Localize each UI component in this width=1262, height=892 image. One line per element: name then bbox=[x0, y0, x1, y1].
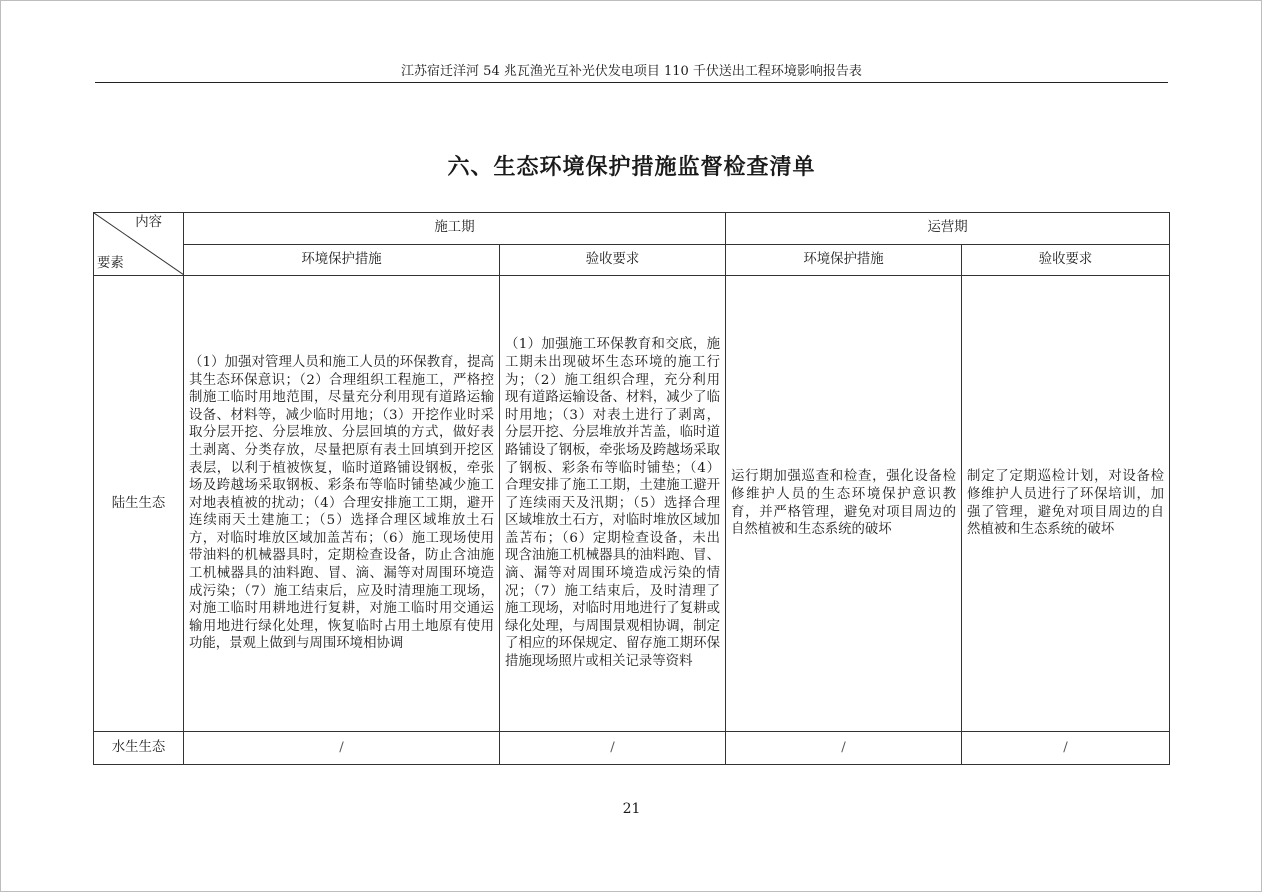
cell-operation-measures bbox=[726, 276, 962, 732]
operation-acceptance-text: 制定了定期巡检计划，对设备检修维护人员进行了环保培训，加强了管理，避免对项目周边的自然植被和生态系统的破坏 bbox=[967, 469, 1165, 538]
header-construction-acceptance: 验收要求 bbox=[500, 244, 726, 276]
construction-acceptance-text: （1）加强施工环保教育和交底，施工期未出现破坏生态环境的施工行为；（2）施工组织合理，充分利用现有道路运输设备、材料，减少了临时用地；（3）对表土进行了剥离，分层开挖、分层堆放并苫盖，临时道路铺设了钢板，牵张场及跨越场采取了钢板、彩条布等临时铺垫；（4）合理安排了施工工期，土建施工避开了连续雨天及汛期；（5）选择合理区域堆放土石方，对临时堆放区域加盖苫布；（6）定期检查设备，未出现含油施工机械器具的油料跑、冒、滴、漏等对周围环境造成污染的情况；（7）施工结束后，及时清理了施工现场，对临时用地进行了复耕或绿化处理，与周围景观相协调，制定了相应的环保规定、留存施工期环保措施现场照片或相关记录等资料 bbox=[505, 337, 721, 670]
cell-aquatic-operation-acceptance: / bbox=[962, 732, 1170, 765]
corner-label-element: 要素 bbox=[97, 256, 124, 272]
corner-label-content: 内容 bbox=[135, 215, 162, 230]
construction-measures-text: （1）加强对管理人员和施工人员的环保教育，提高其生态环保意识；（2）合理组织工程施工，严格控制施工临时用地范围，尽量充分利用现有道路运输设备、材料等，减少临时用地；（3）开挖作业时采取分层开挖、分层堆放、分层回填的方式，做好表土剥离、分类存放，尽量把原有表土回填到开挖区表层，以利于植被恢复，临时道路铺设钢板，牵张场及跨越场采取钢板、彩条布等临时铺垫减少施工对地表植被的扰动；（4）合理安排施工工期，避开连续雨天土建施工；（5）选择合理区域堆放土石方，对临时堆放区域加盖苫布；（6）施工现场使用带油料的机械器具时，定期检查设备，防止含油施工机械器具的油料跑、冒、滴、漏等对周围环境造成污染；（7）施工结束后，应及时清理施工现场，对施工临时用耕地进行复耕，对施工临时用交通运输用地进行绿化处理，恢复临时占用土地原有使用功能，景观上做到与周围环境相协调 bbox=[189, 354, 494, 652]
cell-construction-measures bbox=[184, 276, 500, 732]
row-label-aquatic-ecology: 水生生态 bbox=[94, 732, 184, 765]
table-row bbox=[94, 732, 1170, 765]
header-operation-phase: 运营期 bbox=[726, 213, 1170, 245]
running-header: 江苏宿迁洋河 54 兆瓦渔光互补光伏发电项目 110 千伏送出工程环境影响报告表 bbox=[401, 64, 862, 79]
page-number: 21 bbox=[622, 801, 641, 817]
header-operation-acceptance: 验收要求 bbox=[962, 244, 1170, 276]
ecological-checklist-table bbox=[93, 212, 1170, 765]
header-construction-phase: 施工期 bbox=[184, 213, 726, 245]
document-title: 六、生态环境保护措施监督检查清单 bbox=[447, 155, 816, 180]
header-construction-measures: 环境保护措施 bbox=[184, 244, 500, 276]
table-header-row-phases bbox=[94, 213, 1170, 245]
cell-aquatic-operation-measures: / bbox=[726, 732, 962, 765]
header-rule bbox=[95, 82, 1168, 83]
cell-construction-acceptance bbox=[500, 276, 726, 732]
row-label-terrestrial-ecology: 陆生生态 bbox=[94, 276, 184, 732]
corner-header-cell bbox=[94, 213, 184, 276]
cell-operation-acceptance bbox=[962, 276, 1170, 732]
table-row bbox=[94, 276, 1170, 732]
header-operation-measures: 环境保护措施 bbox=[726, 244, 962, 276]
table-header-row-columns bbox=[94, 244, 1170, 276]
cell-aquatic-construction-acceptance: / bbox=[500, 732, 726, 765]
cell-aquatic-construction-measures: / bbox=[184, 732, 500, 765]
operation-measures-text: 运行期加强巡查和检查，强化设备检修维护人员的生态环境保护意识教育，并严格管理，避免对项目周边的自然植被和生态系统的破坏 bbox=[731, 469, 957, 538]
